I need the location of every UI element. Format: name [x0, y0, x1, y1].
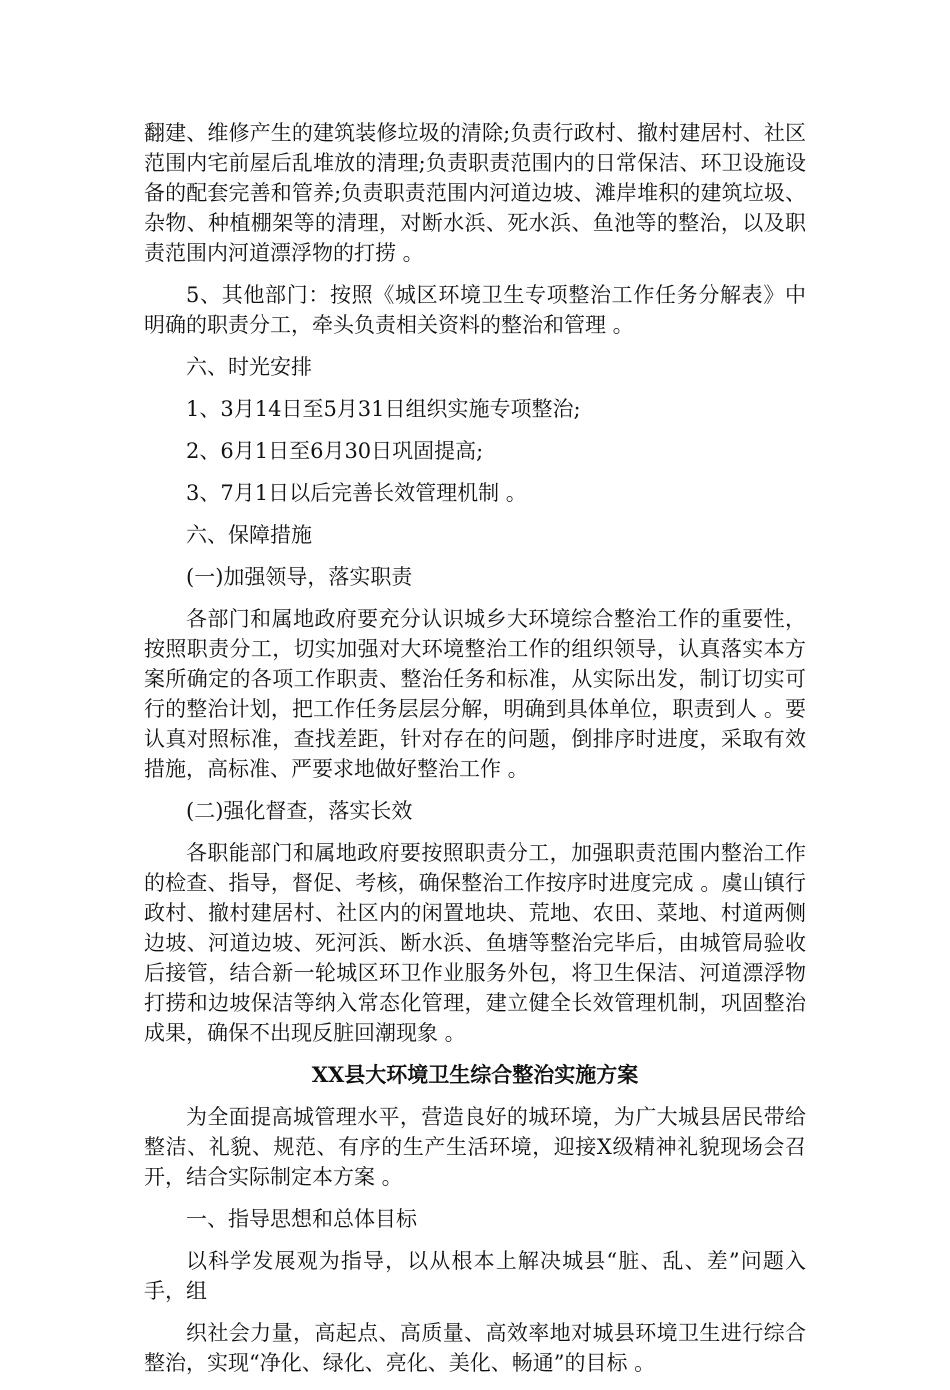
section-heading-guidance: 一、指导思想和总体目标: [186, 1207, 417, 1231]
schedule-item-3: 3、7月1日以后完善长效管理机制 。: [186, 481, 527, 505]
guidance-paragraph-2: 织社会力量，高起点、高质量、高效率地对城县环境卫生进行综合整治，实现“净化、绿化、亮化、美化、畅通”的目标 。: [144, 1321, 806, 1375]
guidance-paragraph-1: 以科学发展观为指导，以从根本上解决城县“脏、乱、差”问题入手，组: [144, 1249, 806, 1303]
paragraph-2: 5、其他部门：按照《城区环境卫生专项整治工作任务分解表》中明确的职责分工，牵头负责相关资料的整治和管理 。: [144, 283, 806, 337]
paragraph-leadership: 各部门和属地政府要充分认识城乡大环境综合整治工作的重要性，按照职责分工，切实加强对大环境整治工作的组织领导，认真落实本方案所确定的各项工作职责、整治任务和标准，从实际出发，制订切实可行的整治计划，把工作任务层层分解，明确到具体单位，职责到人 。要认真对照标准，查找差距，针对存在的问题，倒排序时进度，采取有效措施，高标准、严要求地做好整治工作 。: [144, 607, 806, 781]
subheading-supervision: (二)强化督查，落实长效: [186, 799, 413, 823]
section-heading-measures: 六、保障措施: [186, 523, 312, 547]
schedule-item-1: 1、3月14日至5月31日组织实施专项整治;: [186, 397, 581, 421]
document-page: [144, 118, 806, 1390]
intro-paragraph: 为全面提高城管理水平，营造良好的城环境，为广大城县居民带给整洁、礼貌、规范、有序的生产生活环境，迎接X级精神礼貌现场会召开，结合实际制定本方案 。: [144, 1105, 806, 1189]
document-title: XX县大环境卫生综合整治实施方案: [311, 1062, 639, 1087]
paragraph-1: 翻建、维修产生的建筑装修垃圾的清除;负责行政村、撤村建居村、社区范围内宅前屋后乱堆放的清理;负责职责范围内的日常保洁、环卫设施设备的配套完善和管养;负责职责范围内河道边坡、滩岸堆积的建筑垃圾、杂物、种植棚架等的清理，对断水浜、死水浜、鱼池等的整治，以及职责范围内河道漂浮物的打捞 。: [144, 121, 806, 265]
schedule-item-2: 2、6月1日至6月30日巩固提高;: [186, 439, 484, 463]
paragraph-supervision: 各职能部门和属地政府要按照职责分工，加强职责范围内整治工作的检查、指导，督促、考核，确保整治工作按序时进度完成 。虞山镇行政村、撤村建居村、社区内的闲置地块、荒地、农田、菜地、村道两侧边坡、河道边坡、死河浜、断水浜、鱼塘等整治完毕后，由城管局验收后接管，结合新一轮城区环卫作业服务外包，将卫生保洁、河道漂浮物打捞和边坡保洁等纳入常态化管理，建立健全长效管理机制，巩固整治成果，确保不出现反脏回潮现象 。: [144, 841, 806, 1045]
subheading-leadership: (一)加强领导，落实职责: [186, 565, 413, 589]
section-heading-schedule: 六、时光安排: [186, 355, 312, 379]
